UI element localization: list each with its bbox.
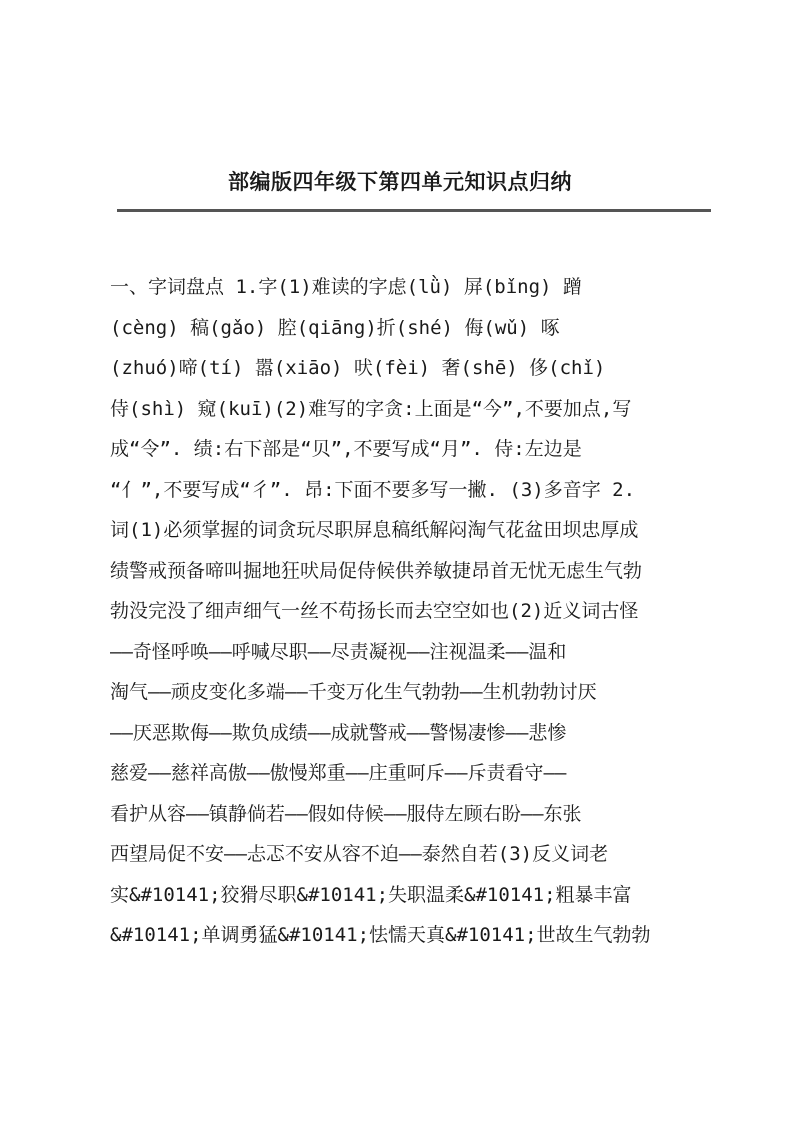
body-line: “亻”,不要写成“彳”. 昂:下面不要多写一撇. (3)多音字 2. [110, 478, 636, 501]
body-line: 勃没完没了细声细气一丝不苟扬长而去空空如也(2)近义词古怪 [110, 600, 639, 622]
body-line: 一、字词盘点 1.字(1)难读的字虑(lǜ) 屏(bǐng) 蹭 [110, 276, 582, 298]
body-line: 实&#10141;狡猾尽职&#10141;失职温柔&#10141;粗暴丰富 [110, 883, 632, 906]
body-line: 慈爱——慈祥高傲——傲慢郑重——庄重呵斥——斥责看守—— [110, 762, 567, 784]
body-line: (cèng) 稿(gǎo) 腔(qiāng)折(shé) 侮(wǔ) 啄 [110, 316, 560, 339]
body-line: 看护从容——镇静倘若——假如侍候——服侍左顾右盼——东张 [110, 802, 582, 825]
page-title: 部编版四年级下第四单元知识点归纳 [228, 169, 572, 194]
body-line: 成“令”. 绩:右下部是“贝”,不要写成“月”. 侍:左边是 [110, 438, 582, 460]
body-line: 西望局促不安——忐忑不安从容不迫——泰然自若(3)反义词老 [110, 843, 609, 865]
body-line: (zhuó)啼(tí) 嚣(xiāo) 吠(fèi) 奢(shē) 侈(chǐ) [110, 357, 606, 379]
body-line: ——奇怪呼唤——呼喊尽职——尽责凝视——注视温柔——温和 [110, 640, 567, 663]
body-line: &#10141;单调勇猛&#10141;怯懦天真&#10141;世故生气勃勃 [110, 924, 651, 946]
body-line: 侍(shì) 窥(kuī)(2)难写的字贪:上面是“今”,不要加点,写 [110, 397, 632, 420]
body-line: 淘气——顽皮变化多端——千变万化生气勃勃——生机勃勃讨厌 [110, 681, 597, 703]
body-line: ——厌恶欺侮——欺负成绩——成就警戒——警惕凄惨——悲惨 [110, 721, 567, 744]
title-divider [117, 209, 711, 212]
body-line: 词(1)必须掌握的词贪玩尽职屏息稿纸解闷淘气花盆田坝忠厚成 [110, 519, 639, 541]
document-body [110, 271, 710, 960]
body-line: 绩警戒预备啼叫掘地狂吠局促侍候供养敏捷昂首无忧无虑生气勃 [110, 559, 643, 582]
